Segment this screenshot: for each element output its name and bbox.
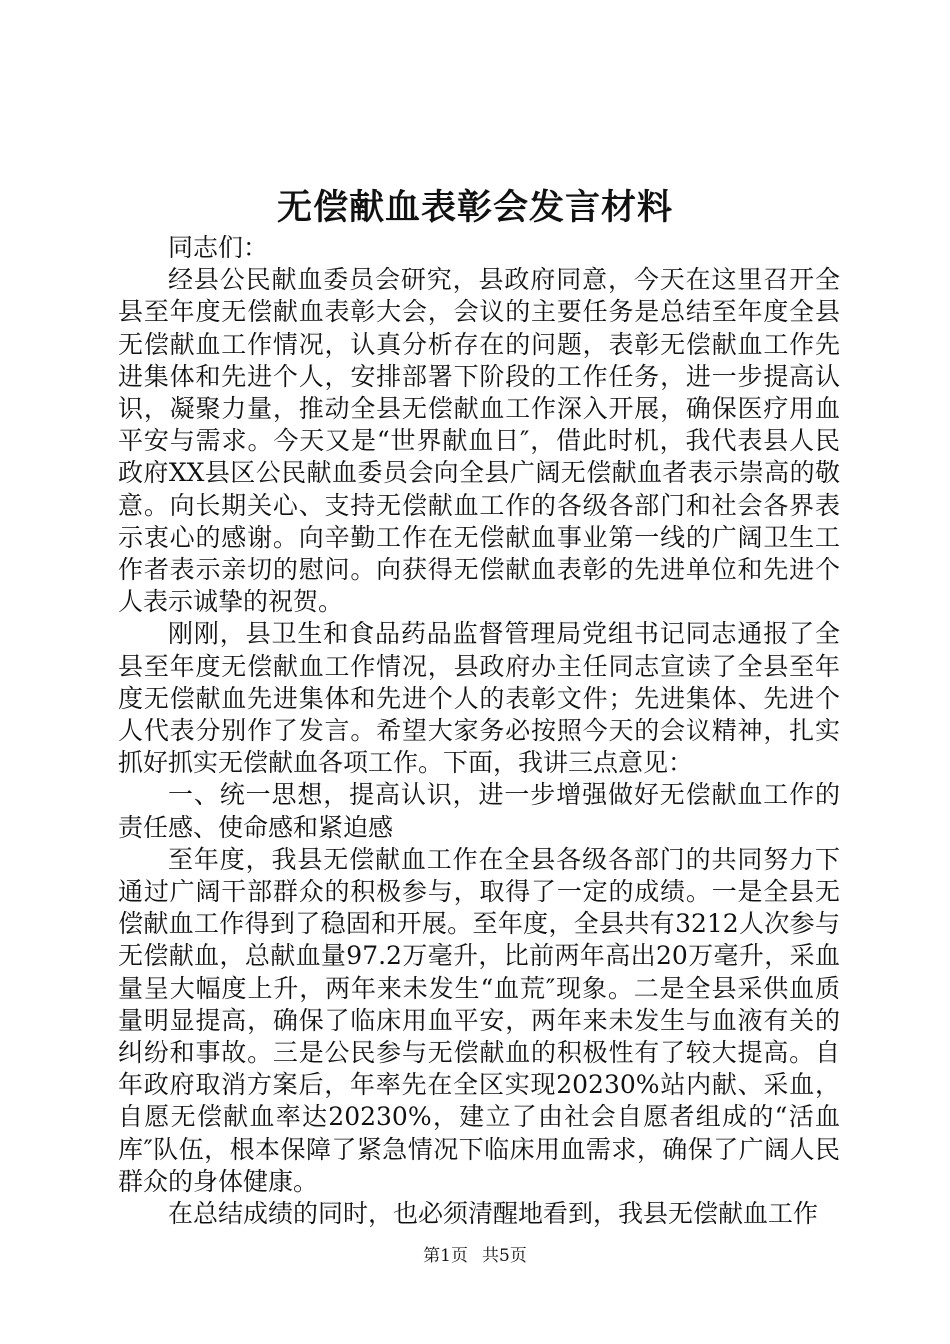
page-footer [0, 1244, 950, 1268]
paragraph: 刚刚，县卫生和食品药品监督管理局党组书记同志通报了全县至年度无偿献血工作情况，县政府办主任同志宣读了全县至年度无偿献血先进集体和先进个人的表彰文件；先进集体、先进个人代表分别作了发言。希望大家务必按照今天的会议精神，扎实抓好抓实无偿献血各项工作。下面，我讲三点意见： [118, 619, 840, 778]
salutation: 同志们： [168, 233, 269, 262]
section-heading: 一、统一思想，提高认识，进一步增强做好无偿献血工作的责任感、使命感和紧迫感 [118, 780, 840, 842]
document-title: 无偿献血表彰会发言材料 [276, 187, 673, 228]
page-number-total: 共5页 [482, 1246, 527, 1266]
document-body [118, 232, 840, 1230]
paragraph: 至年度，我县无偿献血工作在全县各级各部门的共同努力下通过广阔干部群众的积极参与，取得了一定的成绩。一是全县无偿献血工作得到了稳固和开展。至年度，全县共有3212人次参与无偿献血，总献血量97.2万毫升，比前两年高出20万毫升，采血量呈大幅度上升，两年来未发生“血荒″现象。二是全县采供血质量明显提高，确保了临床用血平安，两年来未发生与血液有关的纠纷和事故。三是公民参与无偿献血的积极性有了较大提高。自年政府取消方案后，年率先在全区实现20230%站内献、采血，自愿无偿献血率达20230%，建立了由社会自愿者组成的“活血库″队伍，根本保障了紧急情况下临床用血需求，确保了广阔人民群众的身体健康。 [118, 844, 840, 1196]
paragraph: 经县公民献血委员会研究，县政府同意，今天在这里召开全县至年度无偿献血表彰大会，会议的主要任务是总结至年度全县无偿献血工作情况，认真分析存在的问题，表彰无偿献血工作先进集体和先进个人，安排部署下阶段的工作任务，进一步提高认识，凝聚力量，推动全县无偿献血工作深入开展，确保医疗用血平安与需求。今天又是“世界献血日″，借此时机，我代表县人民政府XX县区公民献血委员会向全县广阔无偿献血者表示崇高的敬意。向长期关心、支持无偿献血工作的各级各部门和社会各界表示衷心的感谢。向辛勤工作在无偿献血事业第一线的广阔卫生工作者表示亲切的慰问。向获得无偿献血表彰的先进单位和先进个人表示诚挚的祝贺。 [118, 265, 840, 617]
paragraph: 在总结成绩的同时，也必须清醒地看到，我县无偿献血工作 [168, 1199, 819, 1229]
page-number-current: 第1页 [423, 1246, 468, 1266]
